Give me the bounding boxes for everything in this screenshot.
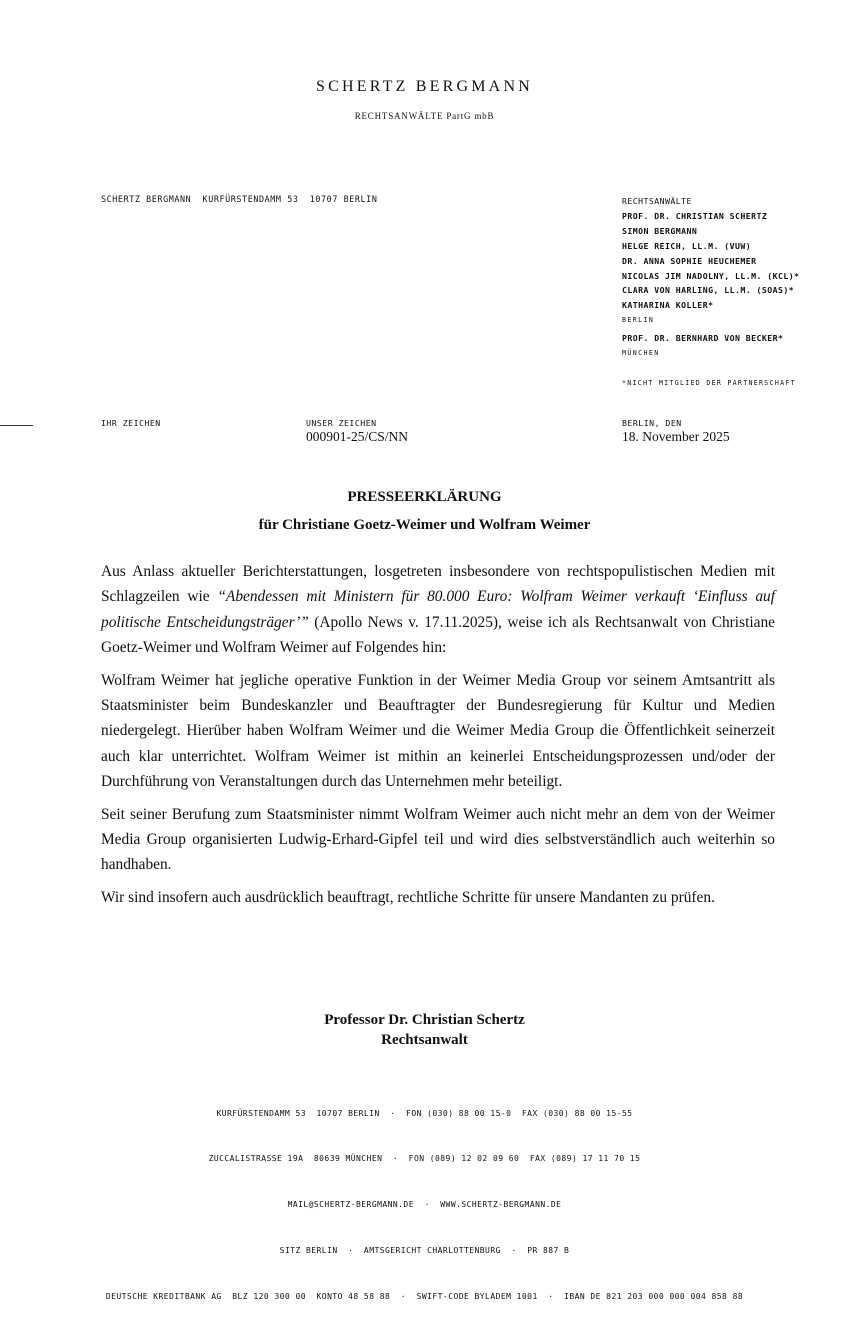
- fold-mark: [0, 425, 33, 426]
- lawyer-name: NICOLAS JIM NADOLNY, LL.M. (KCL)*: [622, 270, 800, 281]
- ihr-zeichen-label: IHR ZEICHEN: [101, 418, 161, 428]
- lawyer-name: DR. ANNA SOPHIE HEUCHEMER: [622, 255, 757, 266]
- lawyer-name: KATHARINA KOLLER*: [622, 300, 714, 311]
- office-city-muenchen: MÜNCHEN: [622, 349, 660, 358]
- firm-subtitle: RECHTSANWÄLTE PartG mbB: [354, 111, 495, 121]
- body-paragraph-3: Seit seiner Berufung zum Staatsminister nimmt Wolfram Weimer auch nicht mehr an dem von der Weimer Media Group organisierten Ludwig-Erhard-Gipfel teil und wird dies selbstverständlich auch weiterhin so handhaben.: [101, 805, 775, 874]
- footer-line: SITZ BERLIN · AMTSGERICHT CHARLOTTENBURG · PR 887 B: [279, 1246, 570, 1256]
- signatory-name: Professor Dr. Christian Schertz: [324, 1012, 525, 1028]
- lawyers-list: [622, 194, 800, 391]
- lawyer-name: PROF. DR. BERNHARD VON BECKER*: [622, 333, 784, 344]
- lawyers-heading: RECHTSANWÄLTE: [622, 196, 692, 206]
- footer-line: ZUCCALISTRASSE 19A 80639 MÜNCHEN · FON (089) 12 02 09 60 FAX (089) 17 11 70 15: [208, 1154, 641, 1164]
- footer-line: MAIL@SCHERTZ-BERGMANN.DE · WWW.SCHERTZ-BERGMANN.DE: [287, 1200, 562, 1210]
- firm-name: SCHERTZ BERGMANN: [316, 78, 533, 95]
- lawyer-name: SIMON BERGMANN: [622, 225, 698, 236]
- date-label: BERLIN, DEN: [622, 418, 682, 428]
- lawyer-name: PROF. DR. CHRISTIAN SCHERTZ: [622, 210, 768, 221]
- partnership-footnote: *NICHT MITGLIED DER PARTNERSCHAFT: [622, 379, 796, 388]
- signature-block: [0, 1010, 849, 1050]
- title-line-2: für Christiane Goetz-Weimer und Wolfram Weimer: [258, 517, 591, 533]
- lawyer-name: HELGE REICH, LL.M. (VUW): [622, 240, 752, 251]
- quoted-headline: “Abendessen mit Ministern für 80.000 Euro: Wolfram Weimer verkauft ‘Einfluss auf politische Entscheidungsträger’”: [101, 588, 776, 631]
- signatory-role: Rechtsanwalt: [381, 1032, 468, 1048]
- letter-body: [101, 559, 775, 917]
- unser-zeichen-label: UNSER ZEICHEN: [306, 418, 377, 428]
- date-value: 18. November 2025: [622, 429, 730, 444]
- sender-address-line: SCHERTZ BERGMANN KURFÜRSTENDAMM 53 10707 BERLIN: [101, 194, 378, 204]
- footer-line: DEUTSCHE KREDITBANK AG BLZ 120 300 00 KONTO 48 58 88 · SWIFT-CODE BYLADEM 1001 · IBAN DE 821 203 000 000 004 858 88: [105, 1292, 744, 1302]
- office-city-berlin: BERLIN: [622, 316, 655, 325]
- body-paragraph-2: Wolfram Weimer hat jegliche operative Funktion in der Weimer Media Group vor seinem Amtsantritt als Staatsminister beim Bundeskanzler und Beauftragter der Bundesregierung für Kultur und Medien niedergelegt. Hierüber haben Wolfram Weimer und die Weimer Media Group die Öffentlichkeit seinerzeit auch klar unterrichtet. Wolfram Weimer ist mithin an keinerlei Entscheidungsprozessen und/oder der Durchführung von Veranstaltungen durch das Unternehmen mehr beteiligt.: [101, 671, 775, 791]
- body-paragraph-1: Aus Anlass aktueller Berichterstattungen, losgetreten insbesondere von rechtspopulistischen Medien mit Schlagzeilen wie “Abendessen mit Ministern für 80.000 Euro: Wolfram Weimer verkauft ‘Einfluss auf politische Entscheidungsträger’” (Apollo News v. 17.11.2025), weise ich als Rechtsanwalt von Christiane Goetz-Weimer und Wolfram Weimer auf Folgendes hin:: [101, 563, 776, 657]
- unser-zeichen-value: 000901-25/CS/NN: [306, 429, 409, 444]
- footer-line: KURFÜRSTENDAMM 53 10707 BERLIN · FON (030) 88 00 15-0 FAX (030) 88 00 15-55: [216, 1108, 633, 1118]
- document-title: [0, 483, 849, 539]
- lawyer-name: CLARA VON HARLING, LL.M. (SOAS)*: [622, 285, 795, 296]
- title-line-1: PRESSEERKLÄRUNG: [347, 489, 502, 505]
- footer: [0, 1075, 849, 1320]
- body-paragraph-4: Wir sind insofern auch ausdrücklich beauftragt, rechtliche Schritte für unsere Mandanten zu prüfen.: [101, 888, 715, 906]
